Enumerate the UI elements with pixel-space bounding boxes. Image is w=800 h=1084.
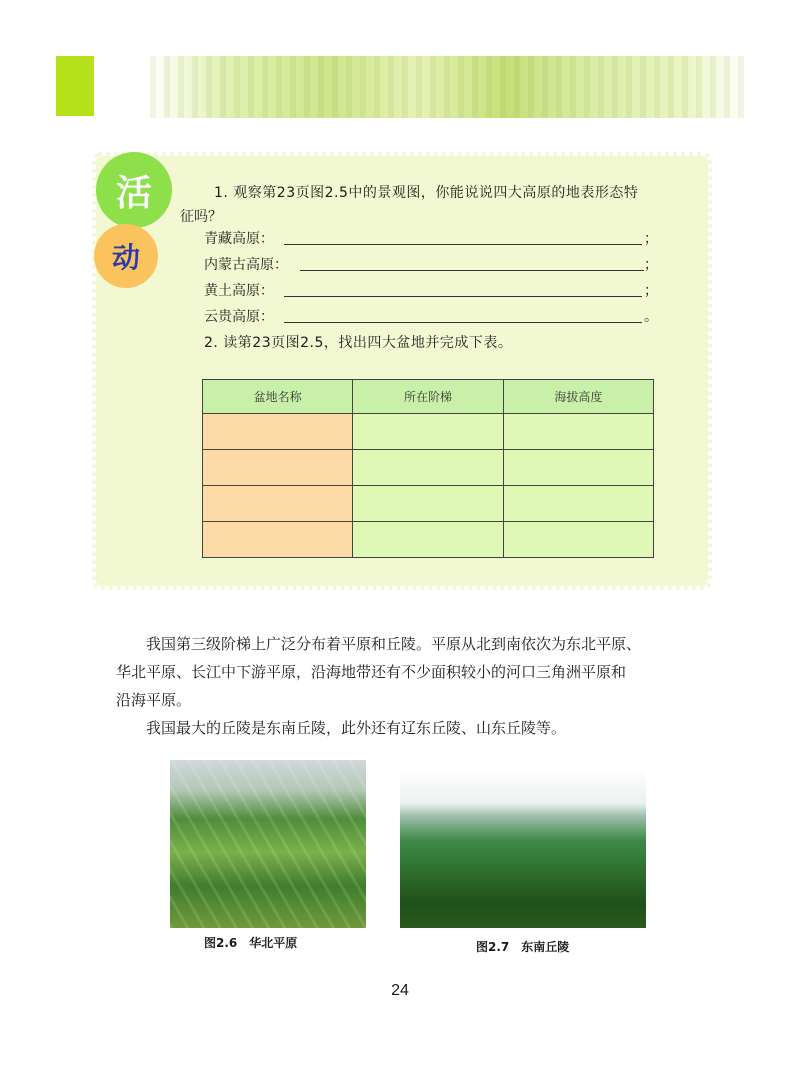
answer-line[interactable] <box>300 270 644 271</box>
figure-2-6-caption: 图2.6 华北平原 <box>204 936 298 950</box>
body-paragraph-1-line-3: 沿海平原。 <box>116 691 192 709</box>
table-cell[interactable] <box>353 450 503 486</box>
table-cell[interactable] <box>203 414 353 450</box>
blank-label: 内蒙古高原： <box>204 257 288 273</box>
body-paragraph-2: 我国最大的丘陵是东南丘陵，此外还有辽东丘陵、山东丘陵等。 <box>146 719 567 737</box>
southeast-hills-photo <box>400 768 646 928</box>
table-row <box>203 450 654 486</box>
table-cell[interactable] <box>203 522 353 558</box>
table-cell[interactable] <box>203 486 353 522</box>
blank-label: 云贵高原： <box>204 309 274 325</box>
answer-line[interactable] <box>284 322 642 323</box>
blank-row <box>204 254 658 274</box>
answer-line[interactable] <box>284 296 642 297</box>
blank-label: 黄土高原： <box>204 283 274 299</box>
page-number: 24 <box>391 982 409 999</box>
table-cell[interactable] <box>353 486 503 522</box>
table-row <box>203 486 654 522</box>
table-header-basin-name: 盆地名称 <box>203 380 353 414</box>
table-header-step: 所在阶梯 <box>353 380 503 414</box>
table-row <box>203 522 654 558</box>
blank-end: ； <box>644 257 658 273</box>
header-color-block <box>56 56 94 116</box>
figure-2-7-caption: 图2.7 东南丘陵 <box>476 940 570 954</box>
blank-end: ； <box>644 283 658 299</box>
question-1-line-2: 征吗？ <box>180 209 222 225</box>
question-1-line-1: 1. 观察第23页图2.5中的景观图，你能说说四大高原的地表形态特 <box>214 185 639 201</box>
question-2: 2. 读第23页图2.5，找出四大盆地并完成下表。 <box>204 335 513 351</box>
north-china-plain-photo <box>170 760 366 928</box>
activity-badge-top: 活 <box>96 152 172 228</box>
blank-row <box>204 306 658 326</box>
table-cell[interactable] <box>353 522 503 558</box>
activity-badge-bottom: 动 <box>94 224 158 288</box>
blank-end: 。 <box>644 309 658 325</box>
blank-row <box>204 228 658 248</box>
table-header-altitude: 海拔高度 <box>503 380 653 414</box>
table-cell[interactable] <box>503 522 653 558</box>
blank-label: 青藏高原： <box>204 231 274 247</box>
table-row <box>203 414 654 450</box>
table-cell[interactable] <box>203 450 353 486</box>
header-banner-image <box>150 56 746 118</box>
body-paragraph-1-line-1: 我国第三级阶梯上广泛分布着平原和丘陵。平原从北到南依次为东北平原、 <box>146 635 642 653</box>
answer-line[interactable] <box>284 244 642 245</box>
table-cell[interactable] <box>503 450 653 486</box>
body-paragraph-1-line-2: 华北平原、长江中下游平原，沿海地带还有不少面积较小的河口三角洲平原和 <box>116 663 627 681</box>
table-cell[interactable] <box>503 414 653 450</box>
basin-table <box>202 379 654 558</box>
blank-row <box>204 280 658 300</box>
blank-end: ； <box>644 231 658 247</box>
table-cell[interactable] <box>353 414 503 450</box>
table-cell[interactable] <box>503 486 653 522</box>
